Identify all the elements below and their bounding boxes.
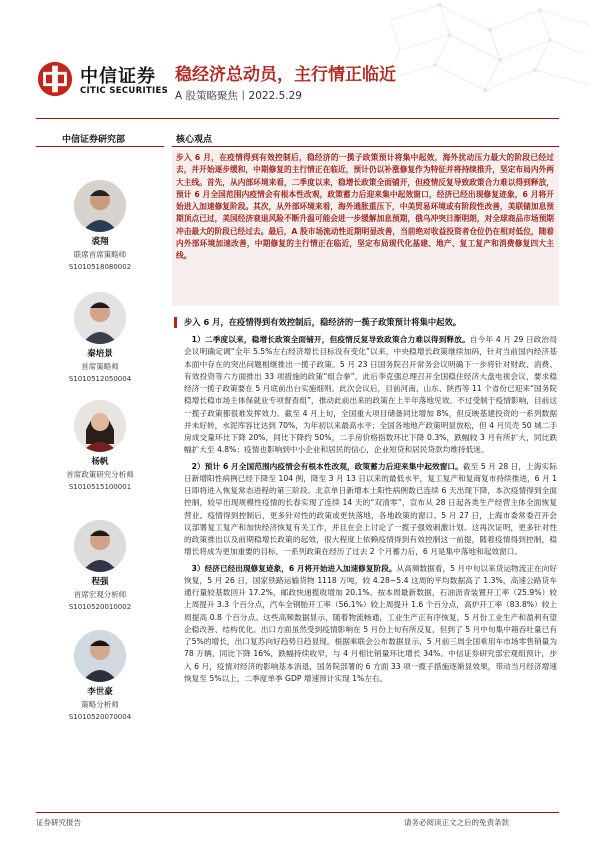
analyst-license-id: S1010520010002 <box>68 603 132 611</box>
paragraph-heading: 1）二季度以来，稳增长政策全面铺开，但疫情反复导致政策合力难以得到释放。 <box>191 335 470 344</box>
analyst-card <box>36 180 164 273</box>
analyst-license-id: S1010520070004 <box>68 713 132 721</box>
analyst-card <box>36 292 164 385</box>
analyst-role: 首席策略师 <box>81 362 119 371</box>
paragraph-body: 从高频数据看，5 月中旬以来货运物流正在向好恢复，5 月 26 日，国家铁路运输货物 1118 万吨，较 4.28~5.4 这周的平均数据高了 1.3%，高速公路货车通行量较基数回升 17.2%，邮政快递揽收增加 20.1%。按本周最新数据，石油沥青装置开工率（25.9%）较上周提升 3.3 个百分点，汽车全钢胎开工率（56.1%）较上周提升 1.6 个百分点，高炉开工率（83.8%）较上周提高 0.8 个百分点。这些高频数据显示，随着物流畅通，工业生产正有序恢复，5 月份工业生产和盈利有望企稳改善、结构优化。出口方面虽然受到疫情影响在 5 月份上旬有所反复，但到了 5 月中旬集中箱吞吐量已有了5%的增长，出口复苏向好趋势日趋显现。根据乘联会公布数据显示，5 月前三周全国乘用车市场零售销量为 78 万辆，同比下降 16%，跌幅持续收窄，与 4 月相比销量环比增长 34%。中信证券研究部宏观组预计，步入 6 月，疫情对经济的影响基本消退，国务院部署的 6 方面 33 项一揽子措施逐渐显效果，带动当月经济增速恢复至 5%以上，二季度单季 GDP 增速预计实现 1%左右。 <box>184 563 558 683</box>
analyst-license-id: S1010515100001 <box>68 483 132 491</box>
summary-text: 步入 6 月，在疫情得到有效控制后，稳经济的一揽子政策预计将集中起效，海外扰动压力最大的阶段已经过去，并开始逐步缓和，中期修复的主行情正在临近，预计仍以补涨修复作为特征并将持续推升，坚定布局内外两大主线。首先，从内部环境来看，二季度以来，稳增长政策全面铺开，但疫情反复导致政策合力难以得到释放，预计 6 月全国范围内疫情会有根本性改观，政策蓄力后迎来集中起效窗口，经济已经出现修复迹象，6 月将开始进入加速修复阶段。其次，从外部环境来看，海外通胀重压下，中美贸易环境或有阶段性改善，美联储加息预期顶点已过，美国经济衰退风险不断升温可能会进一步缓解加息预期，俄乌冲突日渐明朗，对全球商品市场预期冲击最大的阶段已经过去。最后，A 股市场流动性近期明显改善，当前绝对收益投资者仓位仍在相对低位，随着内外部环境加速改善，中期修复的主行情正在临近，坚定布局现代化基建、地产、复工复产和消费修复四大主线。 <box>176 153 554 261</box>
header-divider <box>36 118 559 119</box>
sidebar-title: 中信证券研究部 <box>62 135 126 145</box>
analyst-name: 秦培景 <box>87 349 113 359</box>
analyst-role: 首席宏观分析师 <box>73 590 127 599</box>
analyst-photo <box>74 520 126 572</box>
footer-divider <box>36 812 559 813</box>
body-text <box>184 334 557 689</box>
section-title: 核心观点 <box>176 135 213 145</box>
logo-chinese-text: 中信证券 <box>80 66 156 87</box>
analyst-photo <box>74 630 126 682</box>
analyst-license-id: S1010512050004 <box>68 375 132 383</box>
analyst-photo <box>74 400 126 452</box>
analyst-license-id: S1010518080002 <box>68 263 132 271</box>
analyst-card <box>36 630 164 723</box>
analyst-card <box>36 400 164 493</box>
paragraph-heading: 3）经济已经出现修复迹象，6 月将开始进入加速修复阶段。 <box>191 563 397 573</box>
footer-label: 证券研究报告 <box>36 818 81 827</box>
document-subtitle: A 股策略聚焦丨2022.5.29 <box>175 90 302 102</box>
analyst-photo <box>74 180 126 232</box>
report-header <box>0 0 595 118</box>
analyst-card <box>36 520 164 613</box>
disclaimer-note: 请务必阅读正文之后的免责条款 <box>404 818 509 827</box>
analyst-role: 联席首席策略师 <box>73 250 127 259</box>
analyst-name: 杨帆 <box>91 457 109 467</box>
paragraph <box>184 461 557 559</box>
citic-logo-icon <box>36 60 74 98</box>
lead-marker <box>174 317 177 328</box>
paragraph <box>184 334 557 457</box>
paragraph-body: 自今年 4 月 29 日政治局会议明确定调“全年 5.5%左右经济增长目标没有变化”以来，中央稳增长政策继续加码，针对当前国内经济基本面中存在的突出问题相继推出一揽子政策。5 月 23 日国务院召开常务会议明确下一步将针对财政、消费、有效投资等六方面推出 33 项措施的政策“组合拳”，此后李克强总理召开全国稳住经济大盘电视会议，要求稳经济一揽子政策要在 5 月底前出台实施细则。此次会议后，目前河南、山东、陕西等 11 个省份已迎来“国务院稳增长稳市场主体保就业专项督查组”，推动此前出来的政策在上半年落地见效。不过受制于疫情影响，目前这一揽子政策都很难发挥效力。截至 4 月上旬，全国重大项目储备同比增加 8%，但反映基建投资的一系列数据并未好转，水泥库容比达到 70%，为年初以来最高水平；全国各地地产政策明显放松，但 4 月贝壳 50 城二手房成交量环比下降 20%，同比下降约 50%，二手房价格指数环比下降 0.3%，跌幅较 3 月有所扩大，同比跌幅扩大至 4.8%；疫情也影响到中小企业和居民的信心，企业短贷和居民贷款均维持低迷。 <box>184 335 557 455</box>
section-divider <box>172 146 559 147</box>
analyst-name: 裘翔 <box>91 237 109 247</box>
analyst-name: 李世豪 <box>87 687 113 697</box>
document-title: 稳经济总动员，主行情正临近 <box>175 65 396 85</box>
paragraph <box>184 563 557 686</box>
analyst-role: 首席政策研究分析师 <box>66 470 134 479</box>
sidebar-divider <box>36 146 164 147</box>
decorative-pattern <box>380 0 595 110</box>
analyst-name: 程强 <box>91 577 109 587</box>
analyst-role: 策略分析师 <box>81 700 119 709</box>
logo-english-text: CITIC SECURITIES <box>80 86 169 96</box>
analyst-photo <box>74 292 126 344</box>
paragraph-heading: 2）预计 6 月全国范围内疫情会有根本性改观，政策蓄力后迎来集中起效窗口。 <box>191 461 463 471</box>
paragraph-body: 截至 5 月 28 日，上海实际日新增阳性病例已经下降至 104 例，降至 3 月 13 日以来的最低水平，复工复产和复商复市持续推进，6 月 1 日即将进入恢复常态进程的第三阶段。北京单日新增本土阳性病例数已连续 6 天出现下降，本次疫情得到全面控制，较早出现规模性疫情的长春实现了连续 14 天的“双清零”，宣布从 28 日起各类生产经营主体全面恢复营业。疫情得到控制后，更多针对性的政策或更快落地，各地政策的窗口。5 月 27 日，上海市委常委召开会议部署复工复产和加快经济恢复有关工作，并且在会上讨论了一揽子强效刺激计划。这再次证明，更多针对性的政策推出以及前期稳增长政策的起效，很大程度上依赖疫情得到有效控制这一前提，随着疫情得到控制，稳增长将成为更加重要的目标，一系列政策在经历了过去 2 个月蓄力后，6 月是集中落地和起效窗口。 <box>184 461 557 557</box>
lead-sentence: 步入 6 月，在疫情得到有效控制后，稳经济的一揽子政策预计将集中起效。 <box>184 317 462 327</box>
